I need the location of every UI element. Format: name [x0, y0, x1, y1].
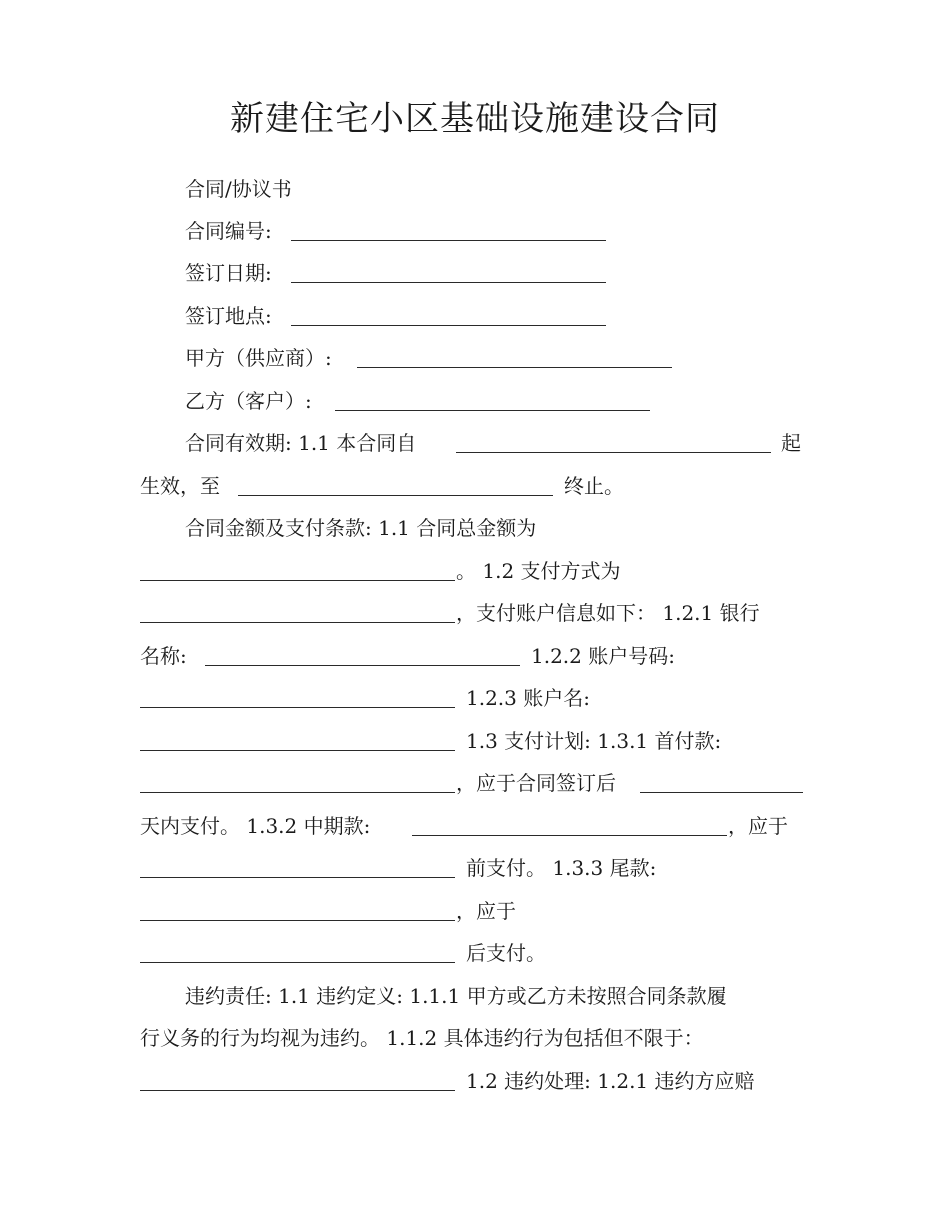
- signing-date-blank[interactable]: [291, 282, 606, 283]
- mid-payment-due-text: ，应于: [728, 814, 788, 838]
- validity-text: 合同有效期: 1.1 本合同自: [185, 431, 417, 455]
- validity-end-blank[interactable]: [238, 495, 553, 496]
- payment-plan-text: 1.3 支付计划: 1.3.1 首付款:: [466, 729, 722, 753]
- mid-payment-date-blank[interactable]: [140, 877, 455, 878]
- breach-handling-text: 1.2 违约处理: 1.2.1 违约方应赔: [466, 1069, 755, 1093]
- page-title: 新建住宅小区基础设施建设合同: [230, 99, 720, 139]
- down-payment-text: ，应于合同签订后: [456, 771, 616, 795]
- bank-name-blank[interactable]: [205, 665, 520, 666]
- breach-behavior-blank[interactable]: [140, 1090, 455, 1091]
- final-payment-text: 前支付。 1.3.3 尾款:: [466, 856, 657, 880]
- contract-number-label: 合同编号:: [185, 219, 272, 243]
- account-name-blank[interactable]: [140, 750, 455, 751]
- total-amount-blank[interactable]: [140, 580, 455, 581]
- party-a-label: 甲方（供应商）:: [185, 346, 332, 370]
- final-payment-due-text: ，应于: [456, 899, 516, 923]
- down-payment-days-blank[interactable]: [640, 792, 803, 793]
- down-payment-blank[interactable]: [140, 792, 455, 793]
- validity-text-3: 终止。: [564, 474, 624, 498]
- amount-text: 合同金额及支付条款: 1.1 合同总金额为: [185, 516, 537, 540]
- signing-place-label: 签订地点:: [185, 304, 272, 328]
- payment-method-blank[interactable]: [140, 622, 455, 623]
- validity-text-end: 起: [781, 431, 801, 455]
- validity-start-blank[interactable]: [456, 452, 771, 453]
- contract-number-blank[interactable]: [291, 240, 606, 241]
- mid-payment-text: 天内支付。 1.3.2 中期款:: [140, 814, 371, 838]
- breach-text: 违约责任: 1.1 违约定义: 1.1.1 甲方或乙方未按照合同条款履: [185, 984, 727, 1008]
- final-payment-date-blank[interactable]: [140, 962, 455, 963]
- payment-method-text: 。 1.2 支付方式为: [456, 559, 621, 583]
- party-b-blank[interactable]: [335, 410, 650, 411]
- party-a-blank[interactable]: [357, 367, 672, 368]
- signing-place-blank[interactable]: [291, 325, 606, 326]
- breach-text-2: 行义务的行为均视为违约。 1.1.2 具体违约行为包括但不限于：: [140, 1026, 704, 1050]
- bank-name-label: 名称:: [140, 644, 187, 668]
- signing-date-label: 签订日期:: [185, 261, 272, 285]
- account-name-label: 1.2.3 账户名:: [466, 686, 590, 710]
- account-number-label: 1.2.2 账户号码:: [531, 644, 675, 668]
- validity-text-2: 生效，至: [140, 474, 220, 498]
- doc-label: 合同/协议书: [185, 177, 292, 201]
- mid-payment-blank[interactable]: [412, 835, 727, 836]
- account-number-blank[interactable]: [140, 707, 455, 708]
- party-b-label: 乙方（客户）:: [185, 389, 312, 413]
- final-payment-end-text: 后支付。: [466, 941, 546, 965]
- account-info-text: ，支付账户信息如下： 1.2.1 银行: [456, 601, 760, 625]
- final-payment-blank[interactable]: [140, 920, 455, 921]
